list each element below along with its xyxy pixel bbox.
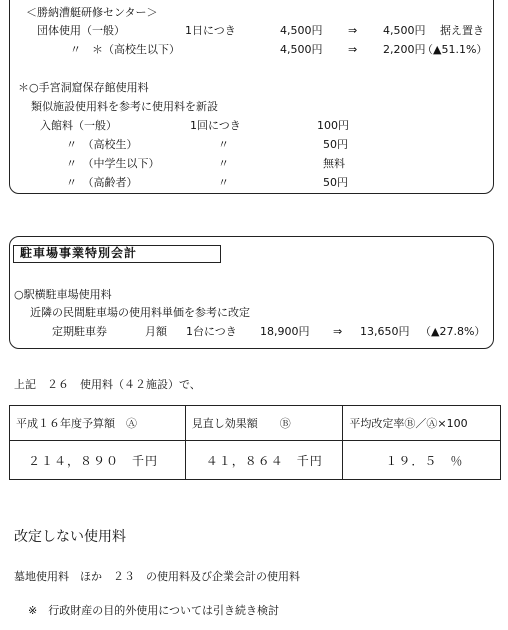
arrow-icon: ⇒	[348, 24, 358, 37]
cave-row-fee: 50円	[323, 176, 348, 189]
parking-row-before-fee: 18,900円	[260, 325, 310, 338]
summary-value-row	[10, 441, 501, 480]
cave-row-unit: 〃	[218, 176, 229, 189]
cave-museum-desc: 類似施設使用料を参考に使用料を新設	[31, 100, 218, 113]
cave-row-item: 〃 （中学生以下）	[66, 157, 160, 170]
row-before-fee: 4,500円	[280, 24, 323, 37]
cave-row-item: 〃 （高齢者）	[66, 176, 138, 189]
cave-museum-title: ＊○手宮洞窟保存館使用料	[18, 81, 149, 94]
summary-value-budget: ２１４，８９０ 千円	[10, 441, 186, 480]
cave-row-unit: 〃	[218, 157, 229, 170]
cave-row-fee: 無料	[323, 157, 345, 170]
parking-row-after-fee: 13,650円	[360, 325, 410, 338]
unchanged-note: ※ 行政財産の目的外使用については引き続き検討	[28, 604, 279, 617]
row-note: （▲51.1%）	[422, 43, 488, 56]
summary-header-rate: 平均改定率Ⓑ／Ⓐ×100	[343, 406, 501, 441]
summary-value-effect: ４１，８６４ 千円	[185, 441, 343, 480]
parking-fee-desc: 近隣の民間駐車場の使用料単価を参考に改定	[30, 306, 250, 319]
unchanged-heading: 改定しない使用料	[14, 529, 126, 545]
parking-row-item: 定期駐車券	[52, 325, 107, 338]
parking-account-title: 駐車場事業特別会計	[13, 245, 221, 263]
summary-header-budget: 平成１６年度予算額 Ⓐ	[10, 406, 186, 441]
cave-row-item: 〃 （高校生）	[66, 138, 138, 151]
row-after-fee: 4,500円	[383, 24, 426, 37]
arrow-icon: ⇒	[333, 325, 343, 338]
summary-header-effect: 見直し効果額 Ⓑ	[185, 406, 343, 441]
summary-table	[9, 405, 501, 480]
parking-row-period: 月額	[145, 325, 167, 338]
cave-row-item: 入館料（一般）	[40, 119, 117, 132]
arrow-icon: ⇒	[348, 43, 358, 56]
parking-row-unit: 1台につき	[186, 325, 237, 338]
row-item: 〃 ＊（高校生以下）	[70, 43, 180, 56]
cave-row-unit: 〃	[218, 138, 229, 151]
parking-fee-title: ○駅横駐車場使用料	[14, 288, 112, 301]
row-note: 据え置き	[440, 24, 484, 37]
row-before-fee: 4,500円	[280, 43, 323, 56]
parking-row-note: （▲27.8%）	[420, 325, 486, 338]
summary-value-rate: １９．５ ％	[343, 441, 501, 480]
cave-row-fee: 50円	[323, 138, 348, 151]
row-item: 団体使用（一般）	[37, 24, 125, 37]
summary-line: 上記 ２６ 使用料（４２施設）で、	[14, 378, 201, 391]
cave-row-fee: 100円	[317, 119, 349, 132]
row-after-fee: 2,200円	[383, 43, 426, 56]
unchanged-line: 墓地使用料 ほか ２３ の使用料及び企業会計の使用料	[14, 570, 300, 583]
summary-header-row	[10, 406, 501, 441]
facility-title: ＜勝納漕艇研修センター＞	[26, 6, 158, 19]
cave-row-unit: 1回につき	[190, 119, 241, 132]
row-unit: 1日につき	[185, 24, 236, 37]
